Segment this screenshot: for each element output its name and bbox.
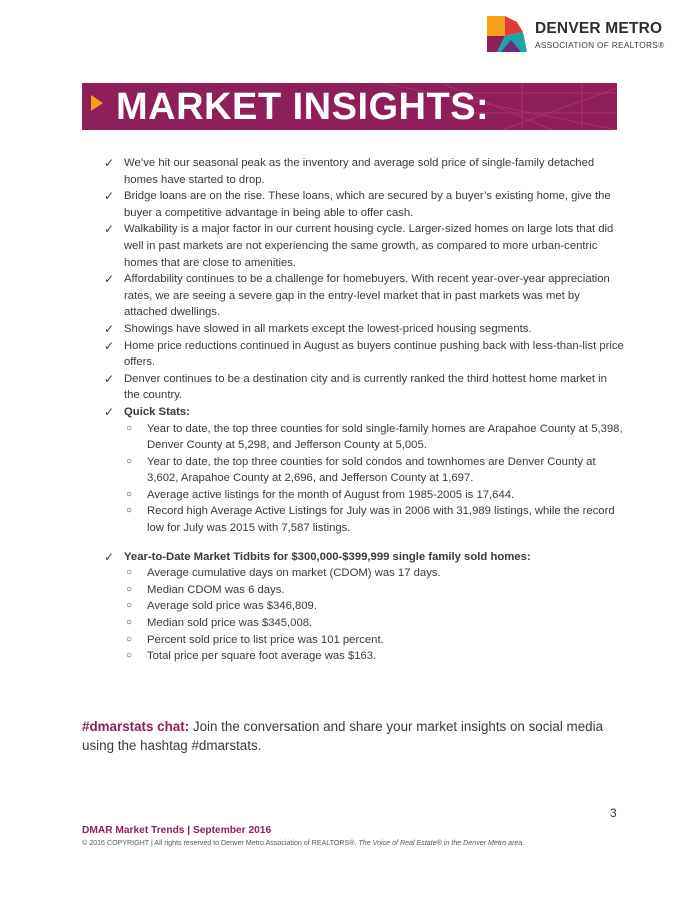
list-item: ○ Total price per square foot average was $163. [104, 648, 624, 665]
footer-title: DMAR Market Trends | September 2016 [82, 825, 272, 836]
insight-item: ✓ Walkability is a major factor in our current housing cycle. Larger-sized homes on large lots that did well in past markets are not experiencing the same growth, as compared to more urban-centric homes that are close to amenities. [104, 222, 614, 269]
checkmark-icon: ✓ [104, 272, 115, 287]
insight-item: ✓ Affordability continues to be a challenge for homebuyers. With recent year-over-year appreciation rates, we are seeing a severe gap in the entry-level market that in past markets was met by attached dwellings. [104, 272, 610, 319]
checkmark-icon: ✓ [104, 404, 115, 419]
hashtag-label: #dmarstats chat: [82, 719, 190, 734]
list-item: ○ Median sold price was $345,008. [104, 615, 624, 632]
list-item: ○ Median CDOM was 6 days. [104, 582, 624, 599]
checkmark-icon: ✓ [104, 549, 115, 564]
list-item: ○ Average cumulative days on market (CDOM) was 17 days. [104, 565, 624, 582]
tagline: The Voice of Real Estate® in the Denver Metro area. [358, 839, 525, 847]
insight-item: ✓ Showings have slowed in all markets except the lowest-priced housing segments. [104, 321, 532, 336]
insight-item: ✓ We’ve hit our seasonal peak as the inventory and average sold price of single-family detached homes have started to drop. [104, 156, 595, 186]
checkmark-icon: ✓ [104, 371, 115, 386]
circle-bullet-icon: ○ [126, 567, 133, 579]
footer-copyright [82, 839, 524, 847]
quick-stats-section [104, 404, 624, 421]
dmar-logo [487, 16, 687, 56]
list-item: ○ Year to date, the top three counties for sold single-family homes are Arapahoe County at 5,398, Denver County at 5,298, and Jefferson County at 5,005. [126, 422, 623, 452]
chat-text: Join the conversation and share your market insights on social media using the hashtag #dmarstats. [82, 719, 604, 753]
checkmark-icon: ✓ [104, 222, 115, 237]
checkmark-icon: ✓ [104, 189, 115, 204]
logo-subtitle: ASSOCIATION OF REALTORS® [535, 40, 665, 50]
list-item: ○ Percent sold price to list price was 101 percent. [104, 632, 624, 649]
insight-item: ✓ Bridge loans are on the rise. These loans, which are secured by a buyer’s existing home, give the buyer a competitive advantage in being able to offer cash. [104, 189, 611, 219]
list-item: ○ Average active listings for the month of August from 1985-2005 is 17,644. [104, 487, 624, 504]
dmarstats-chat [82, 717, 622, 755]
checkmark-icon: ✓ [104, 321, 115, 336]
circle-bullet-icon: ○ [126, 505, 133, 517]
circle-bullet-icon: ○ [126, 455, 133, 467]
circle-bullet-icon: ○ [126, 650, 133, 662]
quick-stats-list [104, 421, 624, 537]
circle-bullet-icon: ○ [126, 617, 133, 629]
list-item: ○ Record high Average Active Listings for July was in 2006 with 31,989 listings, while the record low for July was 2015 with 7,587 listings. [126, 505, 615, 535]
list-item: ○ Average sold price was $346,809. [104, 598, 624, 615]
list-item: ○ Year to date, the top three counties for sold condos and townhomes are Denver County at 3,602, Arapahoe County at 2,696, and Jefferson County at 1,697. [126, 455, 596, 485]
circle-bullet-icon: ○ [126, 488, 133, 500]
tidbits-list [104, 565, 624, 665]
circle-bullet-icon: ○ [126, 583, 133, 595]
checkmark-icon: ✓ [104, 156, 115, 170]
circle-bullet-icon: ○ [126, 600, 133, 612]
tidbits-heading: Year-to-Date Market Tidbits for $300,000-$399,999 single family sold homes: [124, 550, 531, 563]
copyright-text: © 2016 COPYRIGHT | All rights reserved to Denver Metro Association of REALTORS®. [82, 839, 359, 847]
checkmark-icon: ✓ [104, 338, 115, 353]
insight-item: ✓ Home price reductions continued in August as buyers continue pushing back with less-than-list price offers. [104, 338, 624, 369]
dmar-logo-mark-icon [487, 16, 529, 56]
market-insights-banner [82, 83, 617, 130]
circle-bullet-icon: ○ [126, 633, 133, 645]
insight-item: ✓ Denver continues to be a destination city and is currently ranked the third hottest home market in the country. [104, 371, 607, 402]
tidbits-section [104, 549, 624, 566]
logo-title: DENVER METRO [535, 20, 663, 37]
page-number: 3 [610, 806, 617, 820]
insights-content [104, 155, 624, 665]
banner-title: MARKET INSIGHTS: [116, 86, 490, 128]
circle-bullet-icon: ○ [126, 422, 133, 434]
banner-arrow-icon [91, 95, 103, 111]
quick-stats-heading: Quick Stats: [124, 405, 190, 418]
